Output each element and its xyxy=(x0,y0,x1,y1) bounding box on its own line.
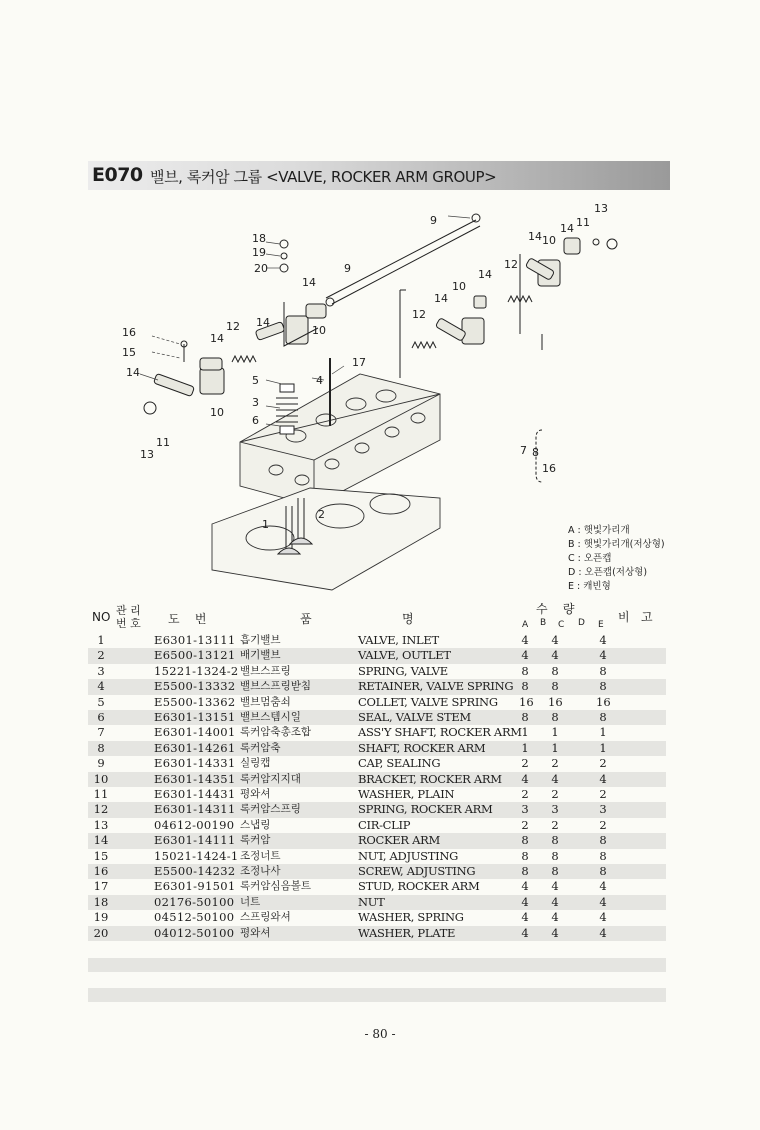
table-row xyxy=(88,849,666,864)
cell-qty-d: 8 xyxy=(599,663,607,678)
cell-qty-d: 4 xyxy=(599,879,607,894)
cell-qty-a: 8 xyxy=(521,710,529,724)
cell-no: 11 xyxy=(93,787,109,801)
section-title: 밸브, 록커암 그룹 <VALVE, ROCKER ARM GROUP> xyxy=(150,168,497,186)
cell-part-number: E6301-13111 xyxy=(154,633,236,647)
cell-qty-a: 16 xyxy=(519,694,534,709)
parts-table-header xyxy=(88,600,666,632)
cell-qty-a: 8 xyxy=(521,663,529,678)
header-col-d: D xyxy=(578,618,585,628)
cell-name-korean: 평와셔 xyxy=(240,926,271,939)
cell-no: 10 xyxy=(93,771,109,786)
cell-qty-b: 4 xyxy=(551,879,559,894)
cell-no: 13 xyxy=(93,817,109,832)
header-remark: 비 고 xyxy=(618,610,653,624)
svg-text:14: 14 xyxy=(434,292,448,305)
cell-name-korean: 조정나사 xyxy=(240,865,281,877)
cell-name-english: VALVE, INLET xyxy=(358,633,439,647)
legend-item: A : 햇빛가리개 xyxy=(568,525,630,536)
table-row xyxy=(88,756,666,771)
cell-qty-b: 4 xyxy=(551,894,559,909)
table-row xyxy=(88,725,666,740)
cell-name-english: WASHER, PLATE xyxy=(358,925,456,940)
cell-qty-a: 3 xyxy=(521,802,529,817)
cell-qty-b: 1 xyxy=(551,740,559,755)
cell-no: 18 xyxy=(93,894,109,909)
cell-qty-b: 3 xyxy=(551,802,559,817)
cell-no: 4 xyxy=(97,679,105,694)
svg-text:16: 16 xyxy=(122,326,136,339)
cell-qty-b: 8 xyxy=(551,710,559,724)
cell-qty-a: 4 xyxy=(521,648,529,663)
cell-qty-a: 8 xyxy=(521,864,529,878)
cell-qty-a: 4 xyxy=(521,925,529,940)
cell-name-korean: 밸브스프링 xyxy=(240,664,291,677)
section-code: E070 xyxy=(92,164,143,186)
cell-name-english: SHAFT, ROCKER ARM xyxy=(358,740,486,755)
svg-text:13: 13 xyxy=(594,202,608,215)
cell-no: 5 xyxy=(97,694,105,709)
svg-text:15: 15 xyxy=(122,346,136,359)
cell-qty-b: 4 xyxy=(551,633,559,647)
table-row xyxy=(88,864,666,879)
svg-text:10: 10 xyxy=(452,280,466,293)
cell-qty-d: 2 xyxy=(599,756,607,771)
cell-name-english: BRACKET, ROCKER ARM xyxy=(358,771,502,786)
svg-text:12: 12 xyxy=(504,258,518,271)
svg-text:14: 14 xyxy=(560,222,574,235)
legend-item: C : 오픈캡 xyxy=(568,553,612,564)
head-gasket xyxy=(212,488,440,590)
cell-part-number: E6301-14431 xyxy=(154,787,236,801)
table-row xyxy=(88,910,666,925)
svg-text:5: 5 xyxy=(252,374,259,387)
svg-text:19: 19 xyxy=(252,246,266,259)
cell-part-number: 04012-50100 xyxy=(154,925,235,940)
header-col-c: C xyxy=(558,620,565,630)
cell-qty-d: 8 xyxy=(599,710,607,724)
table-row xyxy=(88,648,666,663)
header-name-1: 품 xyxy=(300,612,312,626)
cell-name-english: ASS'Y SHAFT, ROCKER ARM xyxy=(358,725,522,740)
table-row xyxy=(88,664,666,679)
table-row xyxy=(88,818,666,833)
cell-qty-b: 1 xyxy=(551,725,559,740)
cell-qty-d: 3 xyxy=(599,802,607,817)
cell-qty-a: 1 xyxy=(521,740,529,755)
empty-table-band xyxy=(88,958,666,972)
cell-qty-b: 4 xyxy=(551,771,559,786)
cell-part-number: E5500-14232 xyxy=(154,864,236,878)
cell-no: 8 xyxy=(97,740,105,755)
cell-name-english: SPRING, ROCKER ARM xyxy=(358,802,493,817)
svg-text:14: 14 xyxy=(302,276,316,289)
cell-name-korean: 평와셔 xyxy=(240,788,271,800)
cell-qty-b: 2 xyxy=(551,756,559,771)
header-no: NO xyxy=(92,610,111,624)
table-row xyxy=(88,741,666,756)
cell-qty-b: 4 xyxy=(551,925,559,940)
cell-part-number: 04512-50100 xyxy=(154,910,235,925)
legend-item: D : 오픈캡(저상형) xyxy=(568,567,648,578)
cell-no: 9 xyxy=(97,756,105,771)
cell-name-korean: 록커암스프링 xyxy=(240,803,301,816)
table-row xyxy=(88,695,666,710)
cell-name-korean: 스프링와셔 xyxy=(240,911,291,924)
cell-qty-b: 2 xyxy=(551,817,559,832)
svg-text:10: 10 xyxy=(210,406,224,419)
cell-qty-a: 4 xyxy=(521,633,529,647)
cell-qty-a: 4 xyxy=(521,771,529,786)
table-row xyxy=(88,879,666,894)
cell-name-english: COLLET, VALVE SPRING xyxy=(358,694,498,709)
cell-qty-d: 4 xyxy=(599,633,607,647)
cell-name-english: WASHER, SPRING xyxy=(358,910,464,925)
svg-text:3: 3 xyxy=(252,396,259,409)
cell-qty-a: 4 xyxy=(521,910,529,925)
cell-qty-b: 8 xyxy=(551,833,559,848)
cell-no: 3 xyxy=(97,663,105,678)
cell-qty-d: 2 xyxy=(599,787,607,801)
header-drawing-no: 도 번 xyxy=(168,612,207,626)
cell-name-korean: 조정너트 xyxy=(240,849,281,862)
svg-text:7: 7 xyxy=(520,444,527,457)
svg-text:11: 11 xyxy=(156,436,170,449)
cell-part-number: E6301-14351 xyxy=(154,771,236,786)
cell-part-number: E6301-14331 xyxy=(154,756,236,771)
svg-text:10: 10 xyxy=(542,234,556,247)
cell-part-number: 15021-1424-1 xyxy=(154,848,239,863)
table-row xyxy=(88,710,666,725)
cell-qty-a: 8 xyxy=(521,848,529,863)
table-row xyxy=(88,833,666,848)
cell-qty-a: 2 xyxy=(521,756,529,771)
cell-name-english: STUD, ROCKER ARM xyxy=(358,879,480,894)
cell-name-english: NUT, ADJUSTING xyxy=(358,848,459,863)
cell-name-english: SPRING, VALVE xyxy=(358,663,448,678)
cell-name-english: NUT xyxy=(358,894,385,909)
cell-qty-b: 8 xyxy=(551,679,559,694)
svg-text:11: 11 xyxy=(576,216,590,229)
table-row xyxy=(88,633,666,648)
cell-name-korean: 밸브스템시일 xyxy=(240,711,301,723)
cell-qty-d: 8 xyxy=(599,864,607,878)
cell-name-korean: 밸브멈춤쇠 xyxy=(240,695,291,708)
cell-name-english: VALVE, OUTLET xyxy=(358,648,451,663)
cell-qty-b: 8 xyxy=(551,848,559,863)
cell-part-number: E6301-13151 xyxy=(154,710,236,724)
svg-text:14: 14 xyxy=(126,366,140,379)
cell-name-english: CAP, SEALING xyxy=(358,756,441,771)
cell-part-number: E5500-13362 xyxy=(154,694,236,709)
svg-text:12: 12 xyxy=(412,308,426,321)
cell-name-korean: 록커암축 xyxy=(240,741,281,754)
svg-text:14: 14 xyxy=(210,332,224,345)
cell-no: 16 xyxy=(93,864,109,878)
cell-part-number: E6301-14111 xyxy=(154,833,236,848)
cell-no: 15 xyxy=(93,848,109,863)
cell-name-korean: 록커암심음볼트 xyxy=(240,880,312,893)
cell-no: 19 xyxy=(93,910,109,925)
svg-text:12: 12 xyxy=(226,320,240,333)
cell-qty-b: 4 xyxy=(551,910,559,925)
cell-name-korean: 너트 xyxy=(240,895,261,908)
cell-qty-d: 8 xyxy=(599,833,607,848)
svg-text:14: 14 xyxy=(478,268,492,281)
svg-text:20: 20 xyxy=(254,262,268,275)
cell-name-english: SEAL, VALVE STEM xyxy=(358,710,471,724)
cell-name-korean: 배기밸브 xyxy=(240,649,281,662)
cell-part-number: E6301-91501 xyxy=(154,879,236,894)
header-col-e: E xyxy=(598,620,604,630)
cell-no: 1 xyxy=(97,633,105,647)
cell-name-korean: 밸브스프링받침 xyxy=(240,680,312,693)
svg-text:8: 8 xyxy=(532,446,539,459)
cell-name-korean: 실링캡 xyxy=(240,757,271,770)
cell-name-korean: 록커암축총조합 xyxy=(240,726,312,739)
cell-qty-d: 4 xyxy=(599,925,607,940)
header-mgmt-bottom: 번 호 xyxy=(116,617,141,630)
cell-no: 14 xyxy=(93,833,109,848)
header-mgmt-top: 관 리 xyxy=(116,604,141,617)
cell-name-english: WASHER, PLAIN xyxy=(358,787,455,801)
header-qty: 수 량 xyxy=(536,602,575,616)
cylinder-head xyxy=(240,374,440,506)
header-col-b: B xyxy=(540,618,547,628)
cell-qty-a: 2 xyxy=(521,817,529,832)
cell-name-korean: 스냅링 xyxy=(240,818,271,831)
cell-name-english: CIR-CLIP xyxy=(358,817,411,832)
cell-qty-b: 16 xyxy=(548,694,563,709)
cell-part-number: E5500-13332 xyxy=(154,679,236,694)
svg-text:2: 2 xyxy=(318,508,325,521)
svg-text:14: 14 xyxy=(256,316,270,329)
cell-qty-d: 4 xyxy=(599,910,607,925)
cell-qty-d: 1 xyxy=(599,740,607,755)
cell-name-english: ROCKER ARM xyxy=(358,833,440,848)
cell-qty-b: 8 xyxy=(551,864,559,878)
cell-qty-d: 8 xyxy=(599,679,607,694)
cell-qty-d: 16 xyxy=(596,694,611,709)
cell-name-korean: 흡기밸브 xyxy=(240,634,281,646)
legend-item: E : 캐빈형 xyxy=(568,581,611,592)
header-col-a: A xyxy=(522,620,529,630)
cell-qty-d: 4 xyxy=(599,771,607,786)
table-row xyxy=(88,772,666,787)
cell-part-number: E6301-14001 xyxy=(154,725,236,740)
model-legend xyxy=(568,524,665,594)
cell-qty-a: 4 xyxy=(521,894,529,909)
cell-no: 12 xyxy=(93,802,109,817)
svg-text:4: 4 xyxy=(316,374,323,387)
cell-no: 6 xyxy=(97,710,105,724)
svg-text:17: 17 xyxy=(352,356,366,369)
page-number: - 80 - xyxy=(364,1027,396,1041)
cell-part-number: 15221-1324-2 xyxy=(154,663,239,678)
cell-qty-d: 1 xyxy=(599,725,607,740)
cell-qty-b: 4 xyxy=(551,648,559,663)
cell-no: 20 xyxy=(93,925,109,940)
cell-qty-a: 4 xyxy=(521,879,529,894)
svg-text:13: 13 xyxy=(140,448,154,461)
svg-text:6: 6 xyxy=(252,414,259,427)
cell-name-english: SCREW, ADJUSTING xyxy=(358,864,476,878)
cell-qty-a: 8 xyxy=(521,679,529,694)
cell-qty-d: 4 xyxy=(599,894,607,909)
cell-part-number: E6500-13121 xyxy=(154,648,236,663)
callout-numbers xyxy=(122,202,608,531)
cell-part-number: E6301-14261 xyxy=(154,740,236,755)
cell-no: 17 xyxy=(93,879,109,894)
svg-text:1: 1 xyxy=(262,518,269,531)
cell-no: 2 xyxy=(97,648,105,663)
cell-name-korean: 록커암 xyxy=(240,834,271,847)
cell-part-number: 04612-00190 xyxy=(154,817,235,832)
svg-text:16: 16 xyxy=(542,462,556,475)
cell-qty-a: 8 xyxy=(521,833,529,848)
table-row xyxy=(88,679,666,694)
table-row xyxy=(88,787,666,802)
legend-item: B : 햇빛가리개(저상형) xyxy=(568,539,665,550)
header-name-2: 명 xyxy=(402,612,414,626)
cell-no: 7 xyxy=(97,725,105,740)
svg-text:10: 10 xyxy=(312,324,326,337)
cell-name-english: RETAINER, VALVE SPRING xyxy=(358,679,514,694)
cell-qty-b: 2 xyxy=(551,787,559,801)
table-row xyxy=(88,895,666,910)
svg-text:14: 14 xyxy=(528,230,542,243)
cell-qty-d: 4 xyxy=(599,648,607,663)
cell-qty-d: 8 xyxy=(599,848,607,863)
table-row xyxy=(88,926,666,941)
svg-text:9: 9 xyxy=(344,262,351,275)
cell-qty-d: 2 xyxy=(599,817,607,832)
cell-qty-a: 2 xyxy=(521,787,529,801)
svg-text:18: 18 xyxy=(252,232,266,245)
table-row xyxy=(88,802,666,817)
cell-part-number: E6301-14311 xyxy=(154,802,236,817)
cell-part-number: 02176-50100 xyxy=(154,894,235,909)
cell-qty-b: 8 xyxy=(551,663,559,678)
empty-table-band xyxy=(88,988,666,1002)
cell-name-korean: 록커암지지대 xyxy=(240,772,301,785)
svg-text:9: 9 xyxy=(430,214,437,227)
cell-qty-a: 1 xyxy=(521,725,529,740)
